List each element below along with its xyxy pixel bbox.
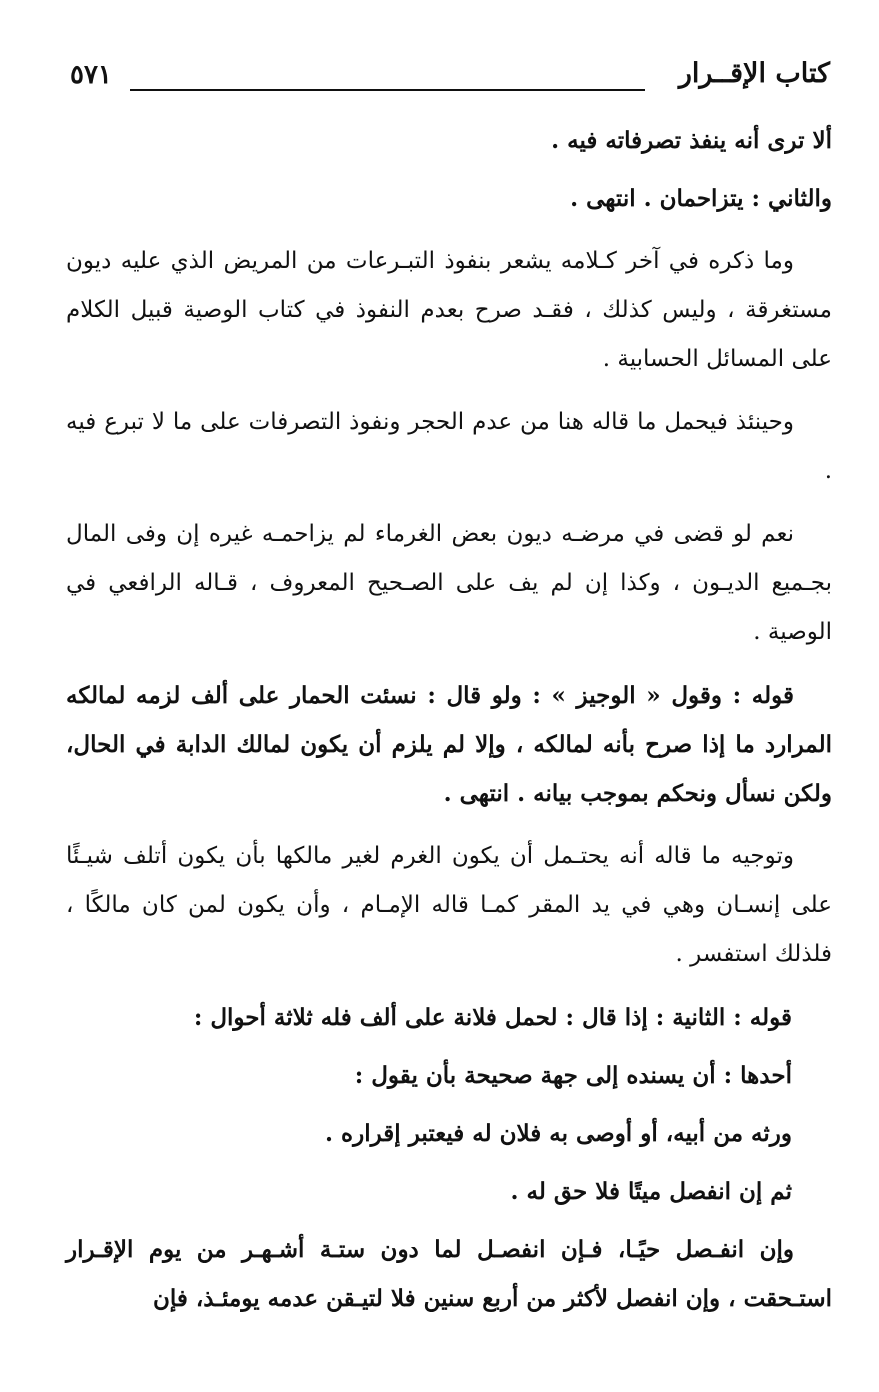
paragraph-1: ألا ترى أنه ينفذ تصرفاته فيه . xyxy=(551,127,832,154)
paragraph-8: قوله : الثانية : إذا قال : لحمل فلانة على ألف فله ثلاثة أحوال : xyxy=(193,1004,792,1031)
paragraph-6: قوله : وقول « الوجيز » : ولو قال : نسئت الحمار على ألف لزمه لمالكه المرارد ما إذا صرح بأنه لمالكه ، وإلا لم يلزم أن يكون لمالك الدابة في الحال، ولكن نسأل ونحكم بموجب بيانه . انتهى . xyxy=(66,682,832,807)
paragraph-2: والثاني : يتزاحمان . انتهى . xyxy=(570,185,832,212)
paragraph-11: ثم إن انفصل ميتًا فلا حق له . xyxy=(510,1178,792,1205)
paragraph-12: وإن انفـصل حيًـا، فـإن انفصـل لما دون ستـة أشـهـر من يوم الإقـرار استـحقت ، وإن انفصل لأكثر من أربع سنين فلا لتيـقن عدمه يومئـذ، فإن xyxy=(66,1236,832,1312)
paragraph-5: نعم لو قضى في مرضـه ديون بعض الغرماء لم يزاحمـه غيره إن وفى المال بجـميع الديـون ، وكذا إن لم يف على الصـحيح المعروف ، قـاله الرافعي في الوصية . xyxy=(66,521,832,645)
page-number: ٥٧١ xyxy=(70,60,112,90)
paragraph-10: ورثه من أبيه، أو أوصى به فلان له فيعتبر إقراره . xyxy=(325,1120,792,1147)
paragraph-4: وحينئذ فيحمل ما قاله هنا من عدم الحجر ونفوذ التصرفات على ما لا تبرع فيه . xyxy=(66,409,832,484)
paragraph-3: وما ذكره في آخر كـلامه يشعر بنفوذ التبـرعات من المريض الذي عليه ديون مستغرقة ، وليس كذلك ، فقـد صرح بعدم النفوذ في كتاب الوصية قبيل الكلام على المسائل الحسابية . xyxy=(66,248,833,372)
header-rule xyxy=(130,89,645,91)
paragraph-9: أحدها : أن يسنده إلى جهة صحيحة بأن يقول : xyxy=(354,1062,792,1089)
page-header xyxy=(70,58,830,104)
page-body xyxy=(66,116,832,1337)
running-title: كتاب الإقــرار xyxy=(678,58,830,89)
paragraph-7: وتوجيه ما قاله أنه يحتـمل أن يكون الغرم لغير مالكها بأن يكون أتلف شيـئًا على إنسـان وهي في يد المقر كمـا قاله الإمـام ، وأن يكون لمن كان مالكًا ، فلذلك استفسر . xyxy=(66,843,832,967)
